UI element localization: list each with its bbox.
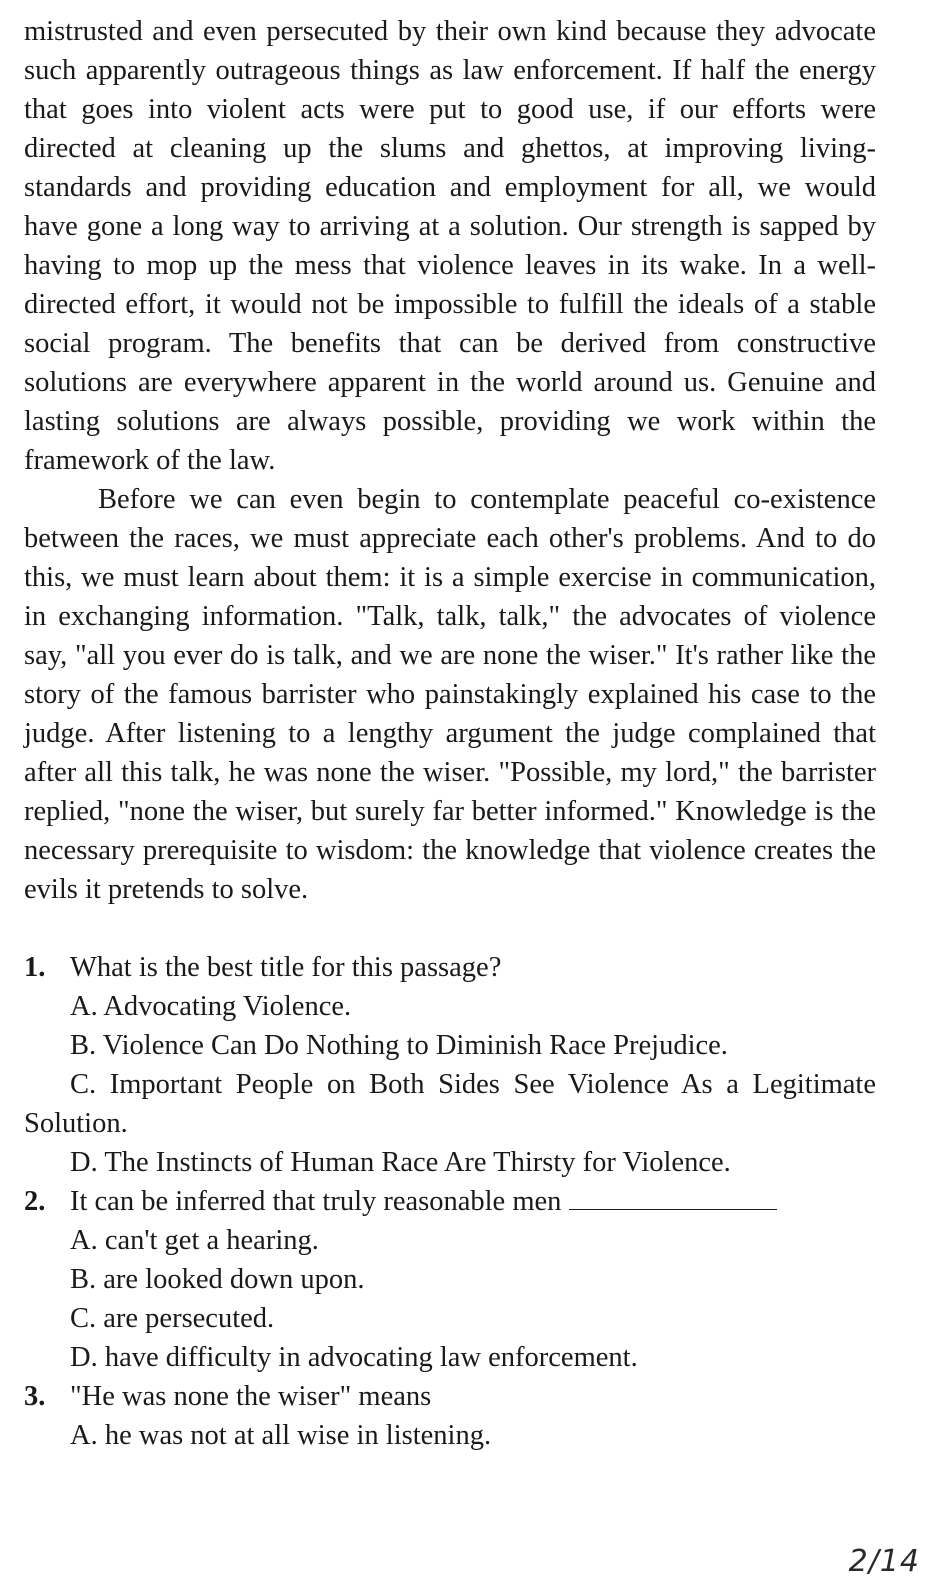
question-number: 2.: [24, 1186, 46, 1217]
answer-option: D. The Instincts of Human Race Are Thirsty for Violence.: [70, 1147, 731, 1178]
question-stem: What is the best title for this passage?: [70, 952, 502, 983]
question-stem: "He was none the wiser" means: [70, 1381, 432, 1412]
passage-paragraph-1: mistrusted and even persecuted by their own kind because they advocate such apparently outrageous things as law enforcement. If half the energy that goes into violent acts were put to good use, if our efforts were directed at cleaning up the slums and ghettos, at improving living-standards and providing education and employment for all, we would have gone a long way to arriving at a solution. Our strength is sapped by having to mop up the mess that violence leaves in its wake. In a well-directed effort, it would not be impossible to fulfill the ideals of a stable social program. The benefits that can be derived from constructive solutions are everywhere apparent in the world around us. Genuine and lasting solutions are always possible, providing we work within the framework of the law.: [24, 16, 876, 476]
answer-option: D. have difficulty in advocating law enforcement.: [70, 1342, 638, 1373]
question-1: [24, 948, 876, 1182]
answer-option: B. Violence Can Do Nothing to Diminish Race Prejudice.: [70, 1030, 728, 1061]
answer-option: B. are looked down upon.: [70, 1264, 365, 1295]
answer-blank: [569, 1183, 777, 1210]
question-3: [24, 1377, 876, 1455]
question-2: [24, 1182, 876, 1377]
page-number: 2/14: [848, 1544, 920, 1579]
question-stem: It can be inferred that truly reasonable men: [70, 1186, 562, 1217]
question-list: [24, 948, 876, 1455]
passage-paragraph-2: Before we can even begin to contemplate peaceful co-existence between the races, we must appreciate each other's problems. And to do this, we must learn about them: it is a simple exercise in communication, in exchanging information. "Talk, talk, talk," the advocates of violence say, "all you ever do is talk, and we are none the wiser." It's rather like the story of the famous barrister who painstakingly explained his case to the judge. After listening to a lengthy argument the judge complained that after all this talk, he was none the wiser. "Possible, my lord," the barrister replied, "none the wiser, but surely far better informed." Knowledge is the necessary prerequisite to wisdom: the knowledge that violence creates the evils it pretends to solve.: [24, 484, 876, 905]
answer-option: A. Advocating Violence.: [70, 991, 352, 1022]
answer-option: C. are persecuted.: [70, 1303, 275, 1334]
answer-option: A. he was not at all wise in listening.: [70, 1420, 492, 1451]
question-number: 3.: [24, 1381, 46, 1412]
answer-option: A. can't get a hearing.: [70, 1225, 319, 1256]
question-number: 1.: [24, 952, 46, 983]
document-page: [24, 12, 876, 1455]
answer-option: C. Important People on Both Sides See Violence As a Legitimate Solution.: [24, 1069, 876, 1139]
